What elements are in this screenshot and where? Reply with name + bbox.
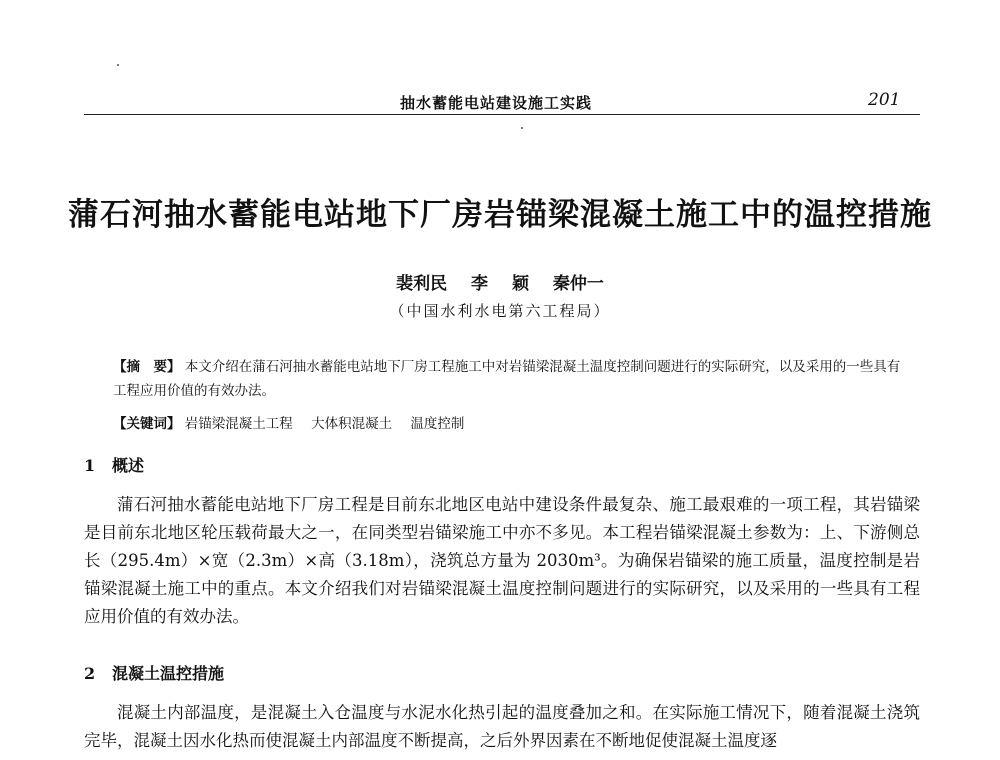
- paper-title: 蒲石河抽水蓄能电站地下厂房岩锚梁混凝土施工中的温控措施: [68, 197, 932, 233]
- author-name: 裴利民: [396, 274, 448, 294]
- abstract: [113, 355, 913, 403]
- section-heading-temperature-control: [84, 661, 224, 684]
- keyword: 岩锚梁混凝土工程: [184, 416, 293, 432]
- overview-paragraph: 蒲石河抽水蓄能电站地下厂房工程是目前东北地区电站中建设条件最复杂、施工最艰难的一项工程，其岩锚梁是目前东北地区轮压载荷最大之一，在同类型岩锚梁施工中亦不多见。本工程岩锚梁混凝土参数为：上、下游侧总长（295.4m）×宽（2.3m）×高（3.18m），浇筑总方量为 2030m³。为确保岩锚梁的施工质量，温度控制是岩锚梁混凝土施工中的重点。本文介绍我们对岩锚梁混凝土温度控制问题进行的实际研究，以及采用的一些具有工程应用价值的有效办法。: [84, 495, 920, 626]
- temperature-control-paragraph: 混凝土内部温度，是混凝土入仓温度与水泥水化热引起的温度叠加之和。在实际施工情况下，随着混凝土浇筑完毕，混凝土因水化热而使混凝土内部温度不断提高，之后外界因素在不断地促使混凝土温度逐: [84, 703, 920, 750]
- affiliation: （中国水利水电第六工程局）: [389, 302, 611, 320]
- author-name: 秦仲一: [552, 274, 604, 294]
- abstract-label: 【摘 要】: [113, 359, 181, 375]
- section-heading-overview: [84, 453, 144, 476]
- abstract-text: 本文介绍在蒲石河抽水蓄能电站地下厂房工程施工中对岩锚梁混凝土温度控制问题进行的实际研究，以及采用的一些具有工程应用价值的有效办法。: [113, 359, 901, 399]
- journal-name: 抽水蓄能电站建设施工实践: [400, 94, 593, 112]
- running-header: [0, 78, 1000, 114]
- keyword: 温度控制: [410, 416, 465, 432]
- page-number: 201: [868, 90, 901, 110]
- keyword: 大体积混凝土: [311, 416, 393, 432]
- section-number: 2: [84, 664, 96, 683]
- section-number: 1: [84, 456, 96, 475]
- section-title: 概述: [112, 456, 145, 475]
- scan-speck-rule: [521, 127, 523, 129]
- author-list: [0, 269, 1000, 294]
- header-rule: [84, 114, 920, 115]
- keywords: [113, 412, 913, 436]
- author-name: 李 颖: [471, 274, 529, 294]
- section-title: 混凝土温控措施: [112, 664, 225, 683]
- keywords-label: 【关键词】: [113, 416, 181, 432]
- scan-speck: [117, 64, 119, 66]
